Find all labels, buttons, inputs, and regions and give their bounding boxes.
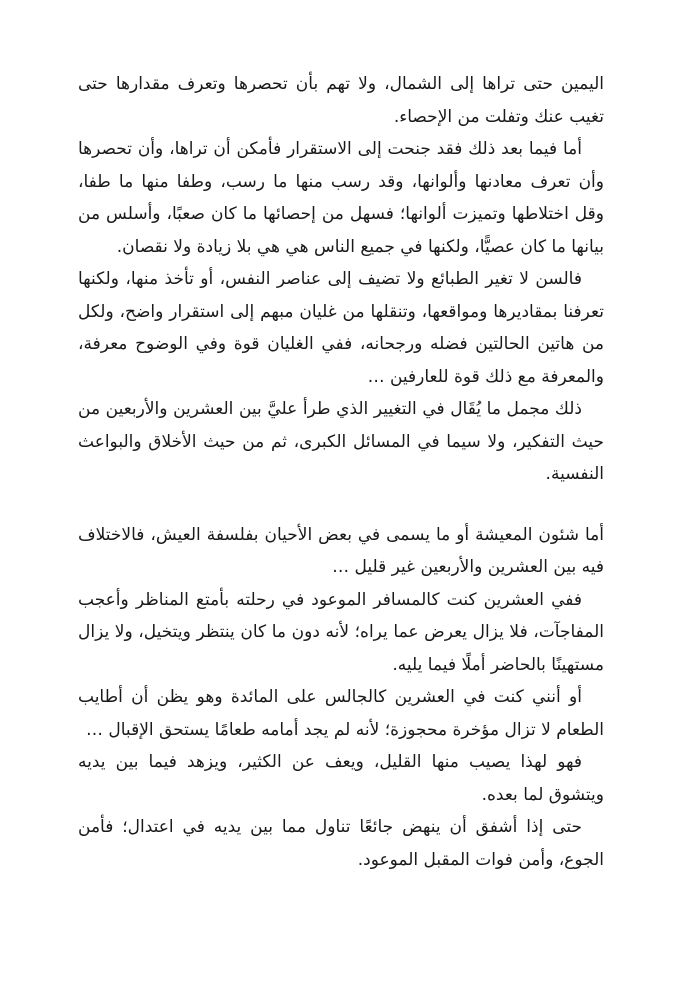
paragraph-9: حتى إذا أشفق أن ينهض جائعًا تناول مما بين يديه في اعتدال؛ فأمن الجوع، وأمن فوات المقبل الموعود. bbox=[78, 817, 604, 870]
document-page bbox=[78, 68, 604, 876]
section-break bbox=[78, 491, 604, 519]
paragraph-1: اليمين حتى تراها إلى الشمال، ولا تهم بأن تحصرها وتعرف مقدارها حتى تغيب عنك وتفلت من الإحصاء. bbox=[78, 74, 604, 127]
paragraph-3: فالسن لا تغير الطبائع ولا تضيف إلى عناصر النفس، أو تأخذ منها، ولكنها تعرفنا بمقاديرها ومواقعها، وتنقلها من غليان مبهم إلى استقرار واضح، ولكل من هاتين الحالتين فضله ورجحانه، ففي الغليان قوة وفي الوضوح معرفة، والمعرفة مع ذلك قوة للعارفين … bbox=[78, 269, 604, 387]
paragraph-4: ذلك مجمل ما يُقَال في التغيير الذي طرأ عليَّ بين العشرين والأربعين من حيث التفكير، ولا سيما في المسائل الكبرى، ثم من حيث الأخلاق والبواعث النفسية. bbox=[78, 399, 604, 484]
paragraph-5: أما شئون المعيشة أو ما يسمى في بعض الأحيان بفلسفة العيش، فالاختلاف فيه بين العشرين والأربعين غير قليل … bbox=[78, 524, 604, 577]
paragraph-7: أو أنني كنت في العشرين كالجالس على المائدة وهو يظن أن أطايب الطعام لا تزال مؤخرة محجوزة؛ لأنه لم يجد أمامه طعامًا يستحق الإقبال … bbox=[78, 687, 604, 740]
paragraph-6: ففي العشرين كنت كالمسافر الموعود في رحلته بأمتع المناظر وأعجب المفاجآت، فلا يزال يعرض عما يراه؛ لأنه دون ما كان ينتظر ويتخيل، ولا يزال مستهينًا بالحاضر أملًا فيما يليه. bbox=[78, 589, 604, 675]
paragraph-8: فهو لهذا يصيب منها القليل، ويعف عن الكثير، ويزهد فيما بين يديه ويتشوق لما بعده. bbox=[78, 752, 604, 805]
paragraph-2: أما فيما بعد ذلك فقد جنحت إلى الاستقرار فأمكن أن تراها، وأن تحصرها وأن تعرف معادنها وألوانها، وقد رسب منها ما رسب، وطفا منها ما طفا، وقل اختلاطها وتميزت ألوانها؛ فسهل من إحصائها ما كان صعبًا، وأسلس من بيانها ما كان عصيًّا، ولكنها في جميع الناس هي هي بلا زيادة ولا نقصان. bbox=[78, 139, 604, 257]
